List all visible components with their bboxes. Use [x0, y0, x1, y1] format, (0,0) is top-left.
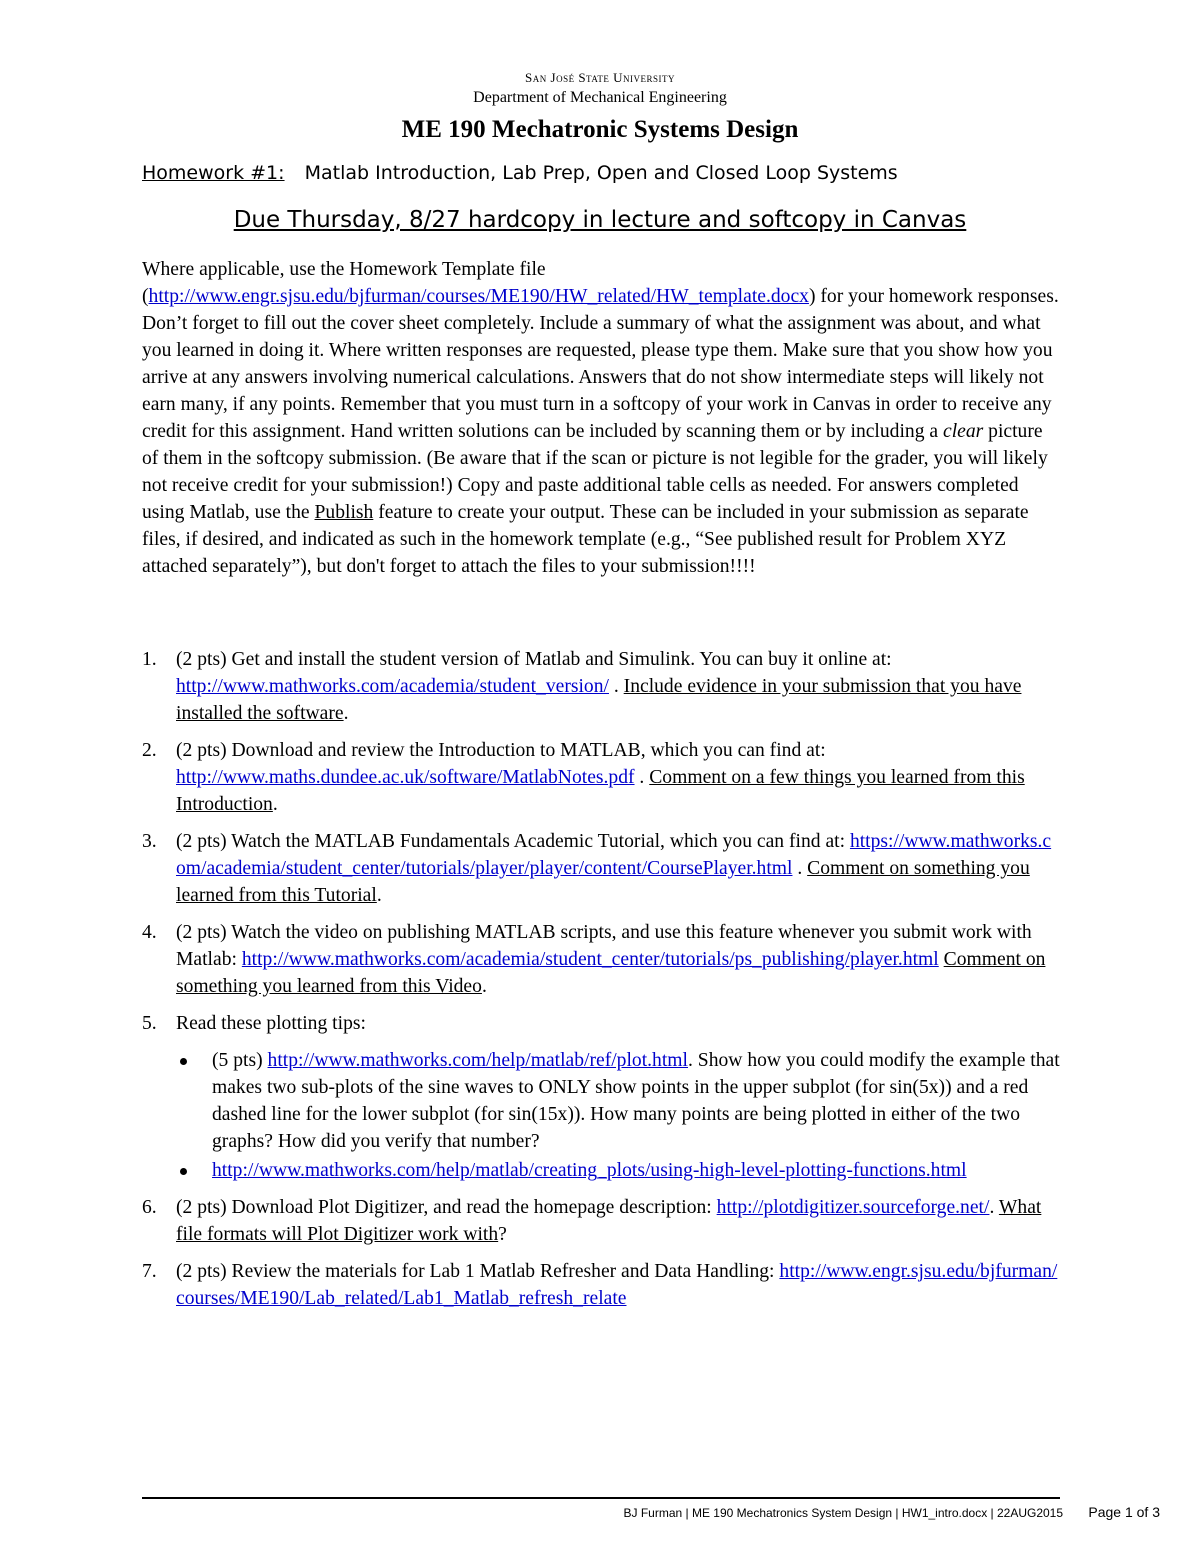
item-number: 7. — [142, 1261, 157, 1282]
item-end: . — [376, 885, 382, 906]
department-name: Department of Mechanical Engineering — [473, 89, 727, 106]
item-text: (2 pts) Download and review the Introduction to MATLAB, which you can find at: — [176, 740, 826, 761]
item-text: (2 pts) Watch the MATLAB Fundamentals Academic Tutorial, which you can find at: — [176, 831, 850, 852]
item-number: 1. — [142, 649, 157, 670]
item-number: 5. — [142, 1013, 157, 1034]
item-end: . — [343, 703, 349, 724]
item-number: 2. — [142, 740, 157, 761]
item-separator: . — [989, 1197, 999, 1218]
homework-label: Homework #1: — [142, 162, 285, 184]
page-footer — [142, 1504, 1160, 1520]
item-link[interactable]: http://www.mathworks.com/academia/student_center/tutorials/ps_publishing/player.html — [241, 949, 939, 970]
course-title: ME 190 Mechatronic Systems Design — [401, 116, 799, 143]
item-end: . — [481, 976, 487, 997]
list-item — [142, 737, 1060, 818]
homework-heading — [142, 162, 1062, 184]
item-end: . — [272, 794, 278, 815]
footer-divider — [142, 1497, 1060, 1499]
list-item — [142, 1010, 1060, 1184]
list-item — [142, 919, 1060, 1000]
item-text: (2 pts) Get and install the student version of Matlab and Simulink. You can buy it online at: — [176, 649, 892, 670]
item-number: 3. — [142, 831, 157, 852]
item-separator: . — [792, 858, 808, 879]
item-task: Comment on something you learned from this Video — [176, 949, 1046, 997]
bullet-item — [176, 1047, 1060, 1155]
bullet-item — [176, 1157, 1060, 1184]
plotting-tips-list — [176, 1047, 1060, 1184]
intro-paragraph — [142, 256, 1060, 580]
list-item — [142, 828, 1060, 909]
item-task: Comment on a few things you learned from this Introduction — [176, 767, 1025, 815]
item-link[interactable]: http://www.maths.dundee.ac.uk/software/MatlabNotes.pdf — [176, 767, 635, 788]
page-number: Page 1 of 3 — [1088, 1504, 1160, 1520]
item-link[interactable]: http://www.engr.sjsu.edu/bjfurman/courses/ME190/Lab_related/Lab1_Matlab_refresh_relate — [176, 1261, 1058, 1309]
intro-clear-emphasis: clear — [943, 421, 984, 442]
item-number: 4. — [142, 922, 157, 943]
intro-text-1: Where applicable, use the Homework Template file ( — [142, 259, 546, 307]
bullet-dot — [180, 1168, 187, 1175]
bullet-prefix: (5 pts) — [212, 1050, 268, 1071]
bullet-text: . Show how you could modify the example that makes two sub-plots of the sine waves to ONLY show points in the upper subplot (for sin(5x)) and a red dashed line for the lower subplot (for sin(15x)). How many points are being plotted in either of the two graphs? How did you verify that number? — [212, 1050, 1060, 1152]
homework-title: Matlab Introduction, Lab Prep, Open and Closed Loop Systems — [304, 162, 898, 184]
item-link[interactable]: https://www.mathworks.com/academia/student_center/tutorials/player/player/content/CoursePlayer.html — [176, 831, 1052, 879]
item-end: ? — [498, 1224, 507, 1245]
due-date-heading: Due Thursday, 8/27 hardcopy in lecture and softcopy in Canvas — [233, 207, 967, 233]
problem-list — [142, 646, 1060, 1322]
item-separator: . — [634, 767, 650, 788]
bullet-dot — [180, 1058, 187, 1065]
university-name: San José State University — [525, 70, 675, 85]
list-item — [142, 646, 1060, 727]
list-item — [142, 1194, 1060, 1248]
intro-text-4: feature to create your output. These can be included in your submission as separate files, if desired, and indicated as such in the homework template (e.g., “See published result for Problem XYZ attached separately”), but don't forget to attach the files to your submission!!!! — [142, 502, 1029, 577]
template-link[interactable]: http://www.engr.sjsu.edu/bjfurman/courses/ME190/HW_related/HW_template.docx — [148, 286, 809, 307]
footer-text: BJ Furman | ME 190 Mechatronics System Design | HW1_intro.docx | 22AUG2015 — [623, 1506, 1064, 1520]
list-item — [142, 1258, 1060, 1312]
bullet-link[interactable]: http://www.mathworks.com/help/matlab/ref/plot.html — [267, 1050, 688, 1071]
item-text: Read these plotting tips: — [176, 1013, 366, 1034]
item-text: (2 pts) Watch the video on publishing MATLAB scripts, and use this feature whenever you submit work with Matlab: — [176, 922, 1032, 970]
item-number: 6. — [142, 1197, 157, 1218]
item-link[interactable]: http://www.mathworks.com/academia/student_version/ — [176, 676, 609, 697]
item-text: (2 pts) Download Plot Digitizer, and read the homepage description: — [176, 1197, 717, 1218]
bullet-link[interactable]: http://www.mathworks.com/help/matlab/creating_plots/using-high-level-plotting-functions.html — [212, 1160, 967, 1181]
item-link[interactable]: http://plotdigitizer.sourceforge.net/ — [716, 1197, 990, 1218]
item-task: What file formats will Plot Digitizer work with — [176, 1197, 1042, 1245]
item-task: Include evidence in your submission that you have installed the software — [176, 676, 1022, 724]
intro-publish-term: Publish — [314, 502, 374, 523]
intro-text-3: picture of them in the softcopy submission. (Be aware that if the scan or picture is not legible for the grader, you will likely not receive credit for your submission!) Copy and paste additional table cells as needed. For answers completed using Matlab, use the — [142, 421, 1048, 523]
item-separator: . — [608, 676, 624, 697]
item-text: (2 pts) Review the materials for Lab 1 Matlab Refresher and Data Handling: — [176, 1261, 780, 1282]
item-task: Comment on something you learned from this Tutorial — [176, 858, 1030, 906]
intro-text-2: ) for your homework responses. Don’t forget to fill out the cover sheet completely. Include a summary of what the assignment was about, and what you learned in doing it. Where written responses are requested, please type them. Make sure that you show how you arrive at any answers involving numerical calculations. Answers that do not show intermediate steps will likely not earn many, if any points. Remember that you must turn in a softcopy of your work in Canvas in order to receive any credit for this assignment. Hand written solutions can be included by scanning them or by including a — [142, 286, 1059, 442]
